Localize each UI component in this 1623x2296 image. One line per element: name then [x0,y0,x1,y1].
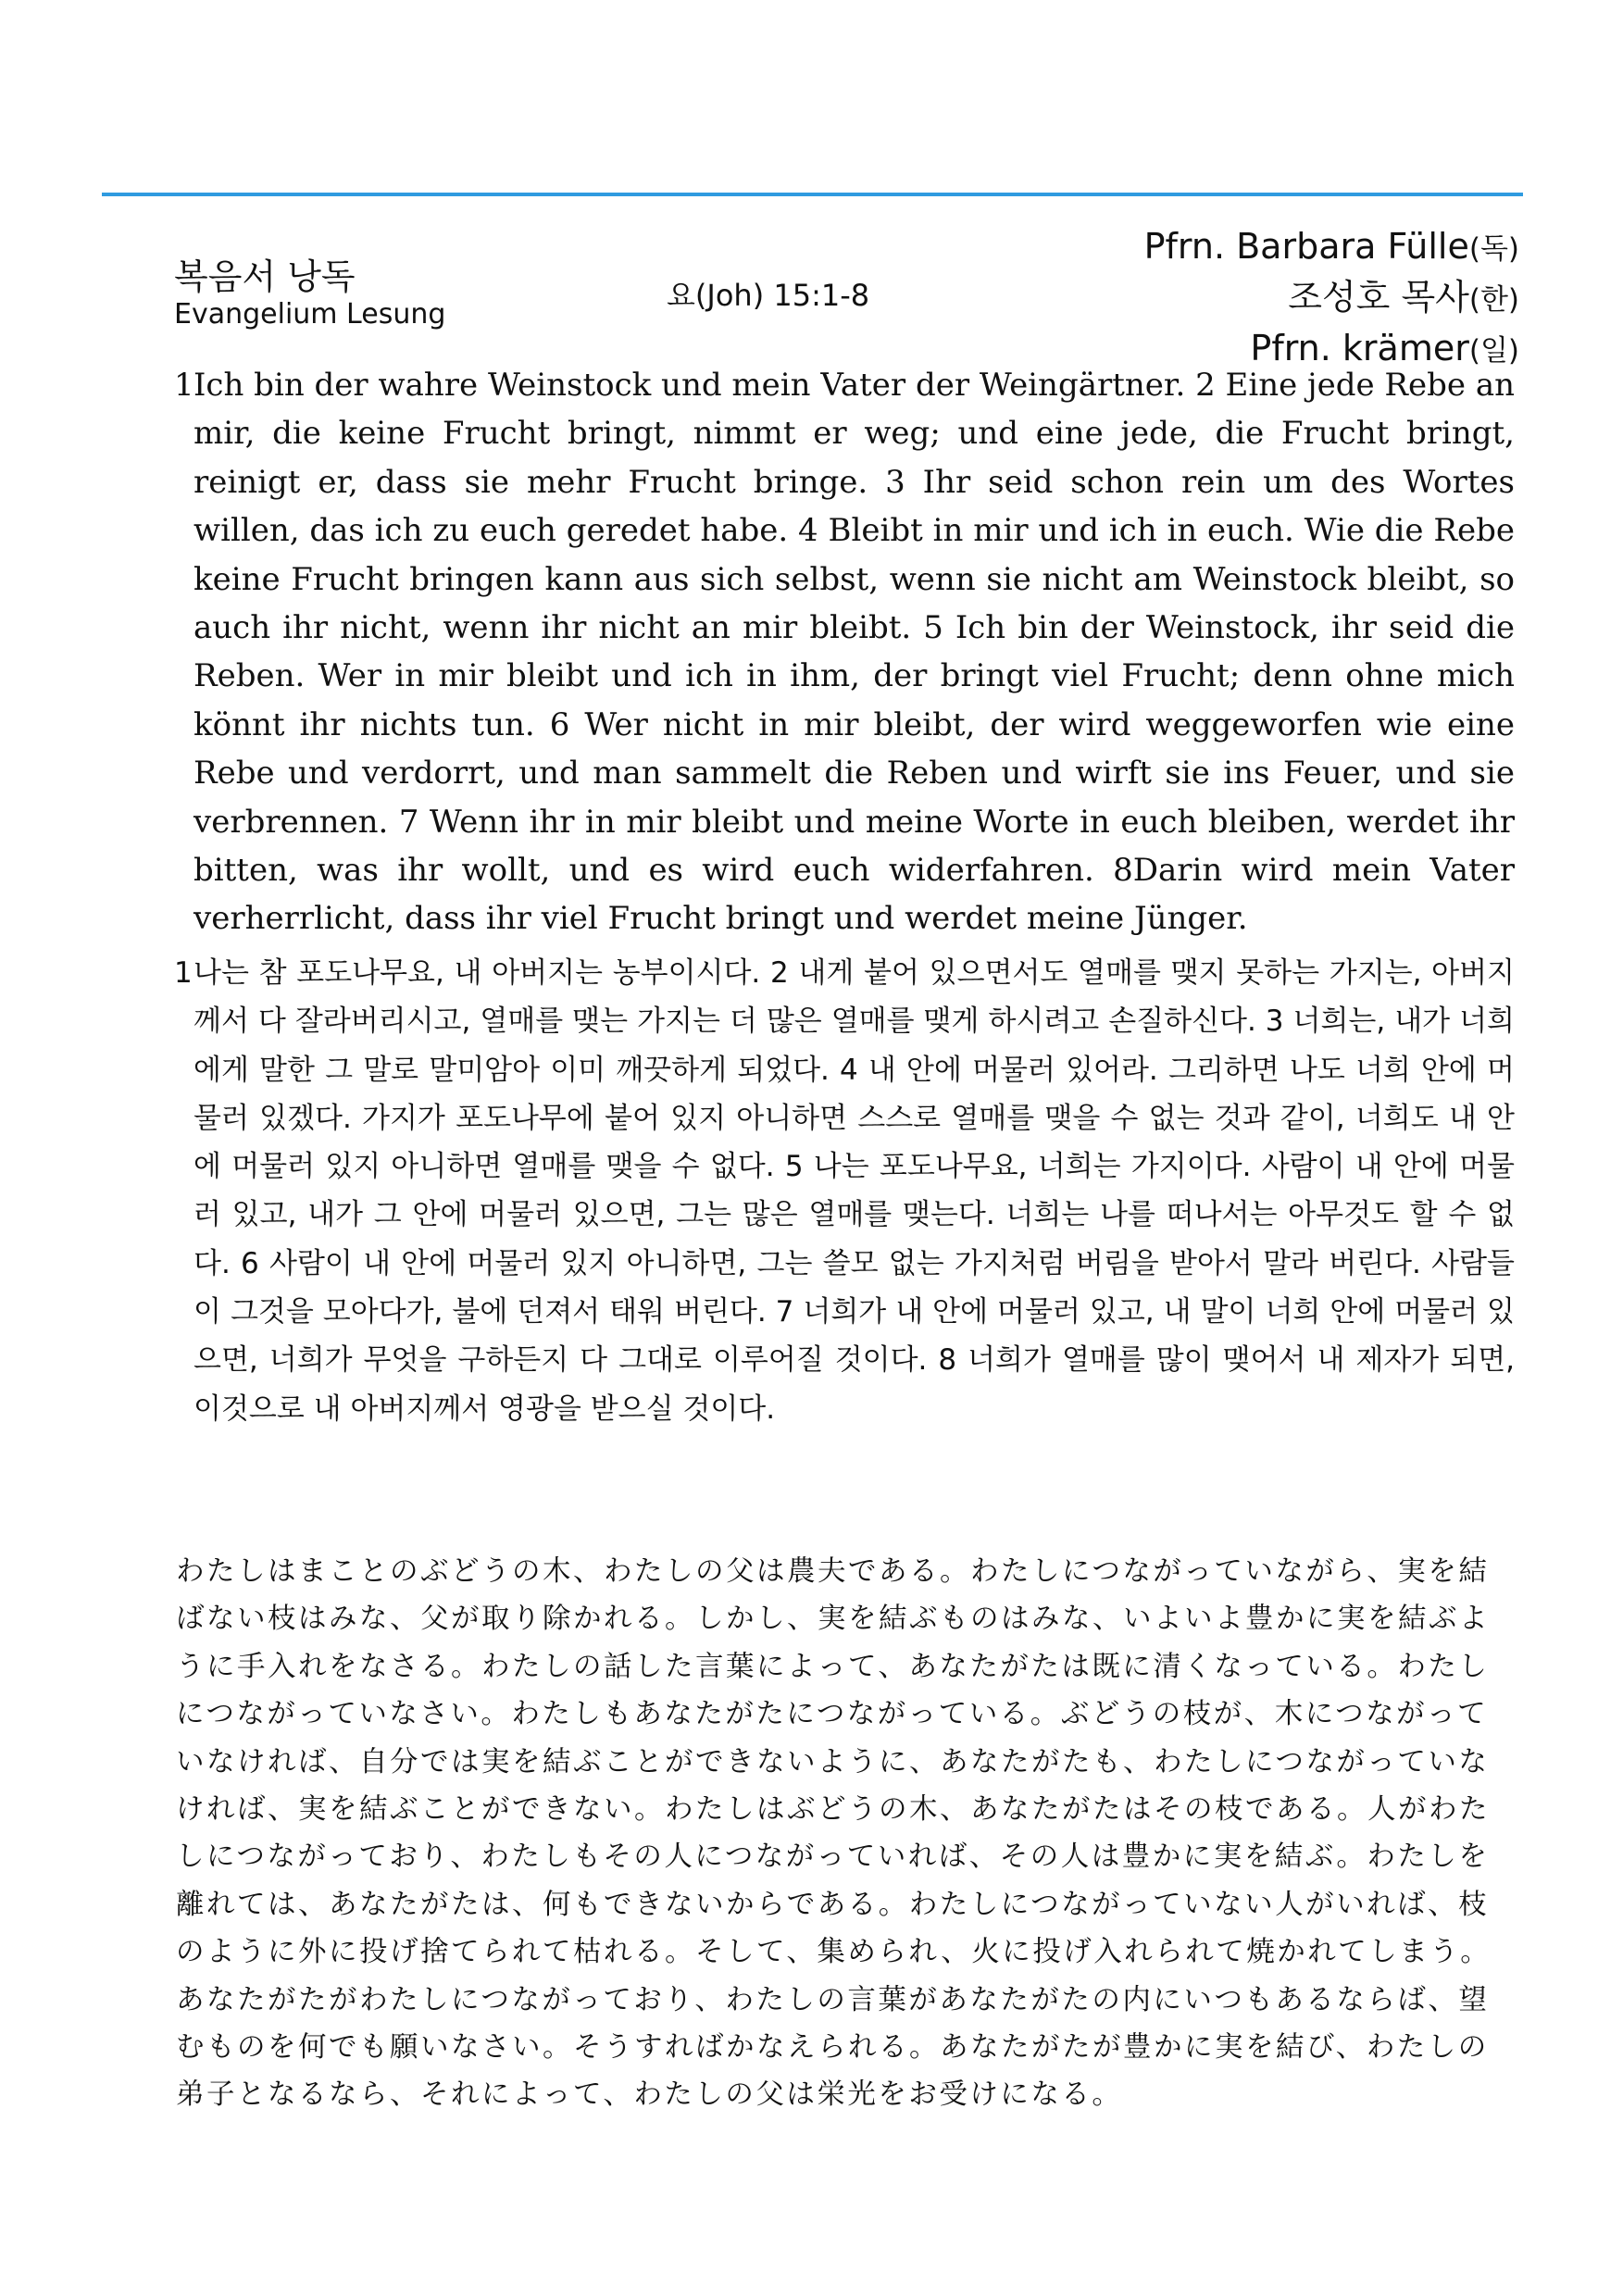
passage-text: Ich bin der wahre Weinstock und mein Vater der Weingärtner. 2 Eine jede Rebe an mir, die keine Frucht bringt, nimmt er weg; und eine jede, die Frucht bringt, reinigt er, dass sie mehr Frucht bringe. 3 Ihr seid schon rein um des Wortes willen, das ich zu euch geredet habe. 4 Bleibt in mir und ich in euch. Wie die Rebe keine Frucht bringen kann aus sich selbst, wenn sie nicht am Weinstock bleibt, so auch ihr nicht, wenn ihr nicht an mir bleibt. 5 Ich bin der Weinstock, ihr seid die Reben. Wer in mir bleibt und ich in ihm, der bringt viel Frucht; denn ohne mich könnt ihr nichts tun. 6 Wer nicht in mir bleibt, der wird weggeworfen wie eine Rebe und verdorrt, und man sammelt die Reben und wirft sie ins Feuer, und sie verbrennen. 7 Wenn ihr in mir bleibt und meine Worte in euch bleiben, werdet ihr bitten, was ihr wollt, und es wird euch widerfahren. 8Darin wird mein Vater verherrlicht, dass ihr viel Frucht bringt und werdet meine Jünger. [194,367,1515,938]
verse-number: 1 [174,367,194,404]
reader-name: Pfrn. Barbara Fülle [1143,226,1469,267]
reader-name: Pfrn. krämer [1250,328,1469,368]
verse-number: 1 [174,956,193,990]
reader-german [1144,222,1519,273]
reader-korean [1144,273,1519,324]
reader-language: (일) [1468,334,1519,368]
passage-korean [174,949,1515,1433]
title-german: Evangelium Lesung [174,298,446,331]
scripture-reference: 요(Joh) 15:1-8 [667,278,870,313]
title-korean: 복음서 낭독 [174,256,356,297]
reader-name: 조성호 목사 [1288,277,1469,318]
reader-language: (한) [1468,283,1519,317]
reader-language: (독) [1468,232,1519,266]
passage-german [174,361,1515,943]
passage-japanese: わたしはまことのぶどうの木、わたしの父は農夫である。わたしにつながっていながら、実を結ばない枝はみな、父が取り除かれる。しかし、実を結ぶものはみな、いよいよ豊かに実を結ぶように手入れをなさる。わたしの話した言葉によって、あなたがたは既に清くなっている。わたしにつながっていなさい。わたしもあなたがたにつながっている。ぶどうの枝が、木につながっていなければ、自分では実を結ぶことができないように、あなたがたも、わたしにつながっていなければ、実を結ぶことができない。わたしはぶどうの木、あなたがたはその枝である。人がわたしにつながっており、わたしもその人につながっていれば、その人は豊かに実を結ぶ。わたしを離れては、あなたがたは、何もできないからである。わたしにつながっていない人がいれば、枝のように外に投げ捨てられて枯れる。そして、集められ、火に投げ入れられて焼かれてしまう。あなたがたがわたしにつながっており、わたしの言葉があなたがたの内にいつもあるならば、望むものを何でも願いなさい。そうすればかなえられる。あなたがたが豊かに実を結び、わたしの弟子となるなら、それによって、わたしの父は栄光をお受けになる。 [176,1555,1492,2112]
passage-text: 나는 참 포도나무요, 내 아버지는 농부이시다. 2 내게 붙어 있으면서도 열매를 맺지 못하는 가지는, 아버지께서 다 잘라버리시고, 열매를 맺는 가지는 더 많은 열매를 맺게 하시려고 손질하신다. 3 너희는, 내가 너희에게 말한 그 말로 말미암아 이미 깨끗하게 되었다. 4 내 안에 머물러 있어라. 그리하면 나도 너희 안에 머물러 있겠다. 가지가 포도나무에 붙어 있지 아니하면 스스로 열매를 맺을 수 없는 것과 같이, 너희도 내 안에 머물러 있지 아니하면 열매를 맺을 수 없다. 5 나는 포도나무요, 너희는 가지이다. 사람이 내 안에 머물러 있고, 내가 그 안에 머물러 있으면, 그는 많은 열매를 맺는다. 너희는 나를 떠나서는 아무것도 할 수 없다. 6 사람이 내 안에 머물러 있지 아니하면, 그는 쓸모 없는 가지처럼 버림을 받아서 말라 버린다. 사람들이 그것을 모아다가, 불에 던져서 태워 버린다. 7 너희가 내 안에 머물러 있고, 내 말이 너희 안에 머물러 있으면, 너희가 무엇을 구하든지 다 그대로 이루어질 것이다. 8 너희가 열매를 많이 맺어서 내 제자가 되면, 이것으로 내 아버지께서 영광을 받으실 것이다. [194,956,1515,1426]
header-rule [102,193,1523,196]
readers-list [1144,222,1519,375]
